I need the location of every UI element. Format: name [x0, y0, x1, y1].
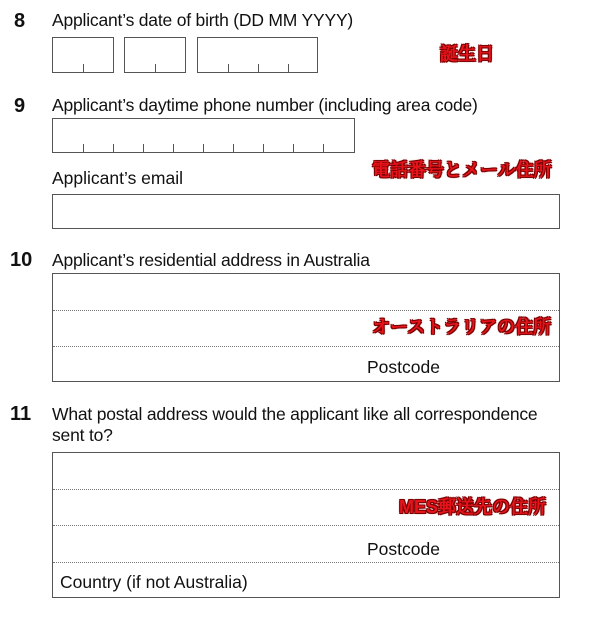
question-8-number: 8: [14, 10, 26, 32]
digit-divider: [83, 64, 84, 72]
digit-divider: [233, 144, 234, 152]
digit-divider: [173, 144, 174, 152]
address-line-divider: [53, 310, 559, 311]
digit-divider: [288, 64, 289, 72]
address-line-divider: [53, 525, 559, 526]
digit-divider: [263, 144, 264, 152]
postal-postcode-label: Postcode: [367, 539, 440, 559]
annotation-mes-mailing-address: MES郵送先の住所: [399, 497, 547, 517]
digit-divider: [293, 144, 294, 152]
dob-month-box[interactable]: [124, 37, 186, 73]
annotation-australian-address: オーストラリアの住所: [372, 317, 552, 337]
digit-divider: [323, 144, 324, 152]
question-11-label-line2: sent to?: [52, 425, 113, 445]
question-10-number: 10: [10, 249, 33, 271]
question-8-label: Applicant’s date of birth (DD MM YYYY): [52, 10, 354, 30]
digit-divider: [155, 64, 156, 72]
digit-divider: [113, 144, 114, 152]
annotation-phone-email: 電話番号とメール住所: [372, 160, 552, 180]
digit-divider: [203, 144, 204, 152]
digit-divider: [143, 144, 144, 152]
address-line-divider: [53, 346, 559, 347]
phone-number-input[interactable]: [52, 118, 355, 153]
question-11-number: 11: [10, 403, 32, 425]
question-9-number: 9: [14, 95, 26, 117]
email-input[interactable]: [52, 194, 560, 229]
address-line-divider: [53, 489, 559, 490]
digit-divider: [83, 144, 84, 152]
digit-divider: [258, 64, 259, 72]
question-9-label: Applicant’s daytime phone number (including area code): [52, 95, 478, 115]
annotation-birthday: 誕生日: [440, 44, 494, 64]
address-line-divider: [53, 562, 559, 563]
dob-day-box[interactable]: [52, 37, 114, 73]
country-label: Country (if not Australia): [60, 572, 248, 592]
residential-postcode-label: Postcode: [367, 357, 440, 377]
question-10-label: Applicant’s residential address in Australia: [52, 250, 370, 270]
email-label: Applicant’s email: [52, 168, 183, 188]
question-11-label-line1: What postal address would the applicant like all correspondence: [52, 404, 538, 424]
dob-year-box[interactable]: [197, 37, 318, 73]
postal-address-box[interactable]: [52, 452, 560, 598]
digit-divider: [228, 64, 229, 72]
